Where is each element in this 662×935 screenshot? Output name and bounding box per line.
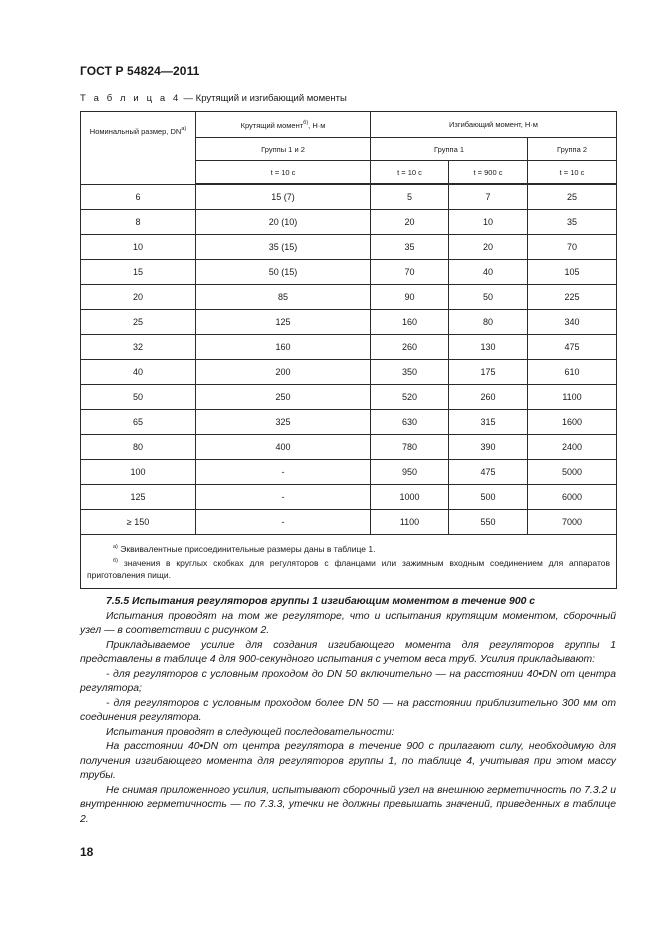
dn-cell: 20 [81, 285, 196, 310]
bending-group-1-t900-cell: 7 [449, 184, 528, 210]
dn-cell: 6 [81, 184, 196, 210]
bending-group-1-t10-cell: 350 [371, 360, 449, 385]
table-row [81, 210, 617, 235]
bending-group-1-t10-cell: 90 [371, 285, 449, 310]
section-7-5-5 [80, 595, 616, 827]
torque-cell: 125 [196, 310, 371, 335]
dn-cell: 10 [81, 235, 196, 260]
torque-cell: - [196, 510, 371, 535]
paragraph: Не снимая приложенного усилия, испытывают сборочный узел на внешнюю герметичность по 7.3.2 и внутреннюю герметичность — по 7.3.3, утечки не должны превышать значений, приведенных в таблице 2. [80, 784, 616, 825]
torque-cell: 325 [196, 410, 371, 435]
bending-group-1-t10-cell: 1000 [371, 485, 449, 510]
bending-group-1-t10-cell: 5 [371, 184, 449, 210]
table-row [81, 485, 617, 510]
bending-group-2-t10-cell: 35 [528, 210, 617, 235]
bending-group-1-t10-cell: 780 [371, 435, 449, 460]
document-id-header: ГОСТ Р 54824—2011 [80, 64, 200, 78]
bending-group-1-t10-cell: 70 [371, 260, 449, 285]
bending-group-2-t10-cell: 2400 [528, 435, 617, 460]
paragraph: - для регуляторов с условным проходом до DN 50 включительно — на расстоянии 40•DN от центра регулятора; [80, 668, 616, 694]
table-row [81, 410, 617, 435]
dn-cell: 65 [81, 410, 196, 435]
bending-group-1-t10-cell: 630 [371, 410, 449, 435]
table-row [81, 184, 617, 210]
table-caption [80, 93, 347, 104]
torque-cell: 35 (15) [196, 235, 371, 260]
paragraph: - для регуляторов с условным проходом более DN 50 — на расстоянии приблизительно 300 мм от соединения регулятора. [80, 697, 616, 723]
table-row [81, 310, 617, 335]
table-row [81, 385, 617, 410]
bending-group-1-t900-cell: 20 [449, 235, 528, 260]
bending-group-2-t10-cell: 1100 [528, 385, 617, 410]
torque-cell: 400 [196, 435, 371, 460]
bending-group-1-t900-cell: 80 [449, 310, 528, 335]
bending-group-1-t900-cell: 475 [449, 460, 528, 485]
paragraph: Прикладываемое усилие для создания изгибающего момента для регуляторов группы 1 представлены в таблице 4 для 900-секундного испытания с учетом веса труб. Усилия прикладывают: [80, 639, 616, 665]
group-1-t900-header: t = 900 с [449, 161, 528, 185]
dn-cell: 8 [81, 210, 196, 235]
torque-header-label: Крутящий момент [240, 120, 304, 130]
table-row [81, 235, 617, 260]
paragraph: Испытания проводят на том же регуляторе, что и испытания крутящим моментом, сборочный узел — в соответствии с рисунком 2. [80, 610, 616, 636]
bending-group-2-t10-cell: 1600 [528, 410, 617, 435]
group-1-header: Группа 1 [371, 138, 528, 161]
torque-bending-table [80, 111, 617, 589]
table-row [81, 510, 617, 535]
table-row [81, 260, 617, 285]
dn-cell: 125 [81, 485, 196, 510]
note-a-text: Эквивалентные присоединительные размеры даны в таблице 1. [117, 544, 376, 554]
dn-cell: 50 [81, 385, 196, 410]
bending-group-1-t900-cell: 390 [449, 435, 528, 460]
bending-group-1-t900-cell: 260 [449, 385, 528, 410]
dn-cell: 15 [81, 260, 196, 285]
bending-group-1-t900-cell: 130 [449, 335, 528, 360]
note-a [87, 541, 610, 555]
torque-cell: 50 (15) [196, 260, 371, 285]
table-row [81, 460, 617, 485]
bending-group-2-t10-cell: 70 [528, 235, 617, 260]
dn-cell: 32 [81, 335, 196, 360]
torque-header-cell [196, 112, 371, 138]
table-row [81, 335, 617, 360]
torque-cell: 250 [196, 385, 371, 410]
table-row [81, 435, 617, 460]
torque-cell: 85 [196, 285, 371, 310]
paragraph: На расстоянии 40•DN от центра регулятора в течение 900 с прилагают силу, необходимую для получения изгибающего момента для регуляторов группы 1, по таблице 4, учитывая при этом массу трубы. [80, 741, 616, 781]
bending-group-1-t10-cell: 20 [371, 210, 449, 235]
bending-group-1-t10-cell: 950 [371, 460, 449, 485]
torque-cell: 20 (10) [196, 210, 371, 235]
note-b-text: значения в круглых скобках для регуляторов с фланцами или зажимным входным соединением для аппаратов приготовления пищи. [87, 558, 610, 580]
dn-cell: 100 [81, 460, 196, 485]
groups-1-2-header: Группы 1 и 2 [196, 138, 371, 161]
bending-group-1-t900-cell: 10 [449, 210, 528, 235]
table-notes [81, 535, 617, 589]
bending-group-1-t900-cell: 315 [449, 410, 528, 435]
group-2-t10-header: t = 10 с [528, 161, 617, 185]
bending-group-1-t900-cell: 550 [449, 510, 528, 535]
dn-cell: 40 [81, 360, 196, 385]
bending-group-1-t900-cell: 175 [449, 360, 528, 385]
dn-cell: 25 [81, 310, 196, 335]
dn-header-cell [81, 112, 196, 185]
table-caption-title: — Крутящий и изгибающий моменты [180, 93, 347, 104]
bending-group-1-t10-cell: 35 [371, 235, 449, 260]
torque-cell: 200 [196, 360, 371, 385]
bending-group-2-t10-cell: 5000 [528, 460, 617, 485]
bending-group-2-t10-cell: 225 [528, 285, 617, 310]
note-a-mark: а) [113, 544, 118, 550]
torque-cell: - [196, 460, 371, 485]
bending-group-2-t10-cell: 340 [528, 310, 617, 335]
note-b [87, 555, 610, 581]
table-row [81, 285, 617, 310]
dn-cell: 80 [81, 435, 196, 460]
bending-group-1-t10-cell: 520 [371, 385, 449, 410]
bending-group-2-t10-cell: 7000 [528, 510, 617, 535]
bending-group-1-t10-cell: 160 [371, 310, 449, 335]
note-b-mark: б) [113, 558, 118, 564]
table-row [81, 360, 617, 385]
bending-group-2-t10-cell: 475 [528, 335, 617, 360]
bending-group-2-t10-cell: 610 [528, 360, 617, 385]
bending-group-1-t900-cell: 500 [449, 485, 528, 510]
dn-cell: ≥ 150 [81, 510, 196, 535]
dn-header-label: Номинальный размер, DN [89, 127, 182, 136]
bending-group-2-t10-cell: 6000 [528, 485, 617, 510]
torque-header-footnote: б) [303, 119, 309, 126]
bending-group-2-t10-cell: 25 [528, 184, 617, 210]
bending-header-cell: Изгибающий момент, Н·м [371, 112, 617, 138]
torque-header-unit: , Н·м [308, 120, 326, 130]
bending-group-1-t10-cell: 1100 [371, 510, 449, 535]
bending-group-2-t10-cell: 105 [528, 260, 617, 285]
group-1-t10-header: t = 10 с [371, 161, 449, 185]
section-heading: 7.5.5 Испытания регуляторов группы 1 изгибающим моментом в течение 900 с [106, 596, 536, 607]
table-caption-label: Т а б л и ц а 4 [80, 93, 181, 104]
torque-cell: 15 (7) [196, 184, 371, 210]
bending-group-1-t900-cell: 50 [449, 285, 528, 310]
page-number: 18 [80, 845, 94, 859]
group-2-header: Группа 2 [528, 138, 617, 161]
paragraph: Испытания проводят в следующей последовательности: [106, 726, 395, 738]
torque-cell: - [196, 485, 371, 510]
bending-group-1-t900-cell: 40 [449, 260, 528, 285]
bending-group-1-t10-cell: 260 [371, 335, 449, 360]
torque-time-header: t = 10 с [196, 161, 371, 185]
dn-header-footnote: а) [181, 126, 187, 132]
torque-cell: 160 [196, 335, 371, 360]
